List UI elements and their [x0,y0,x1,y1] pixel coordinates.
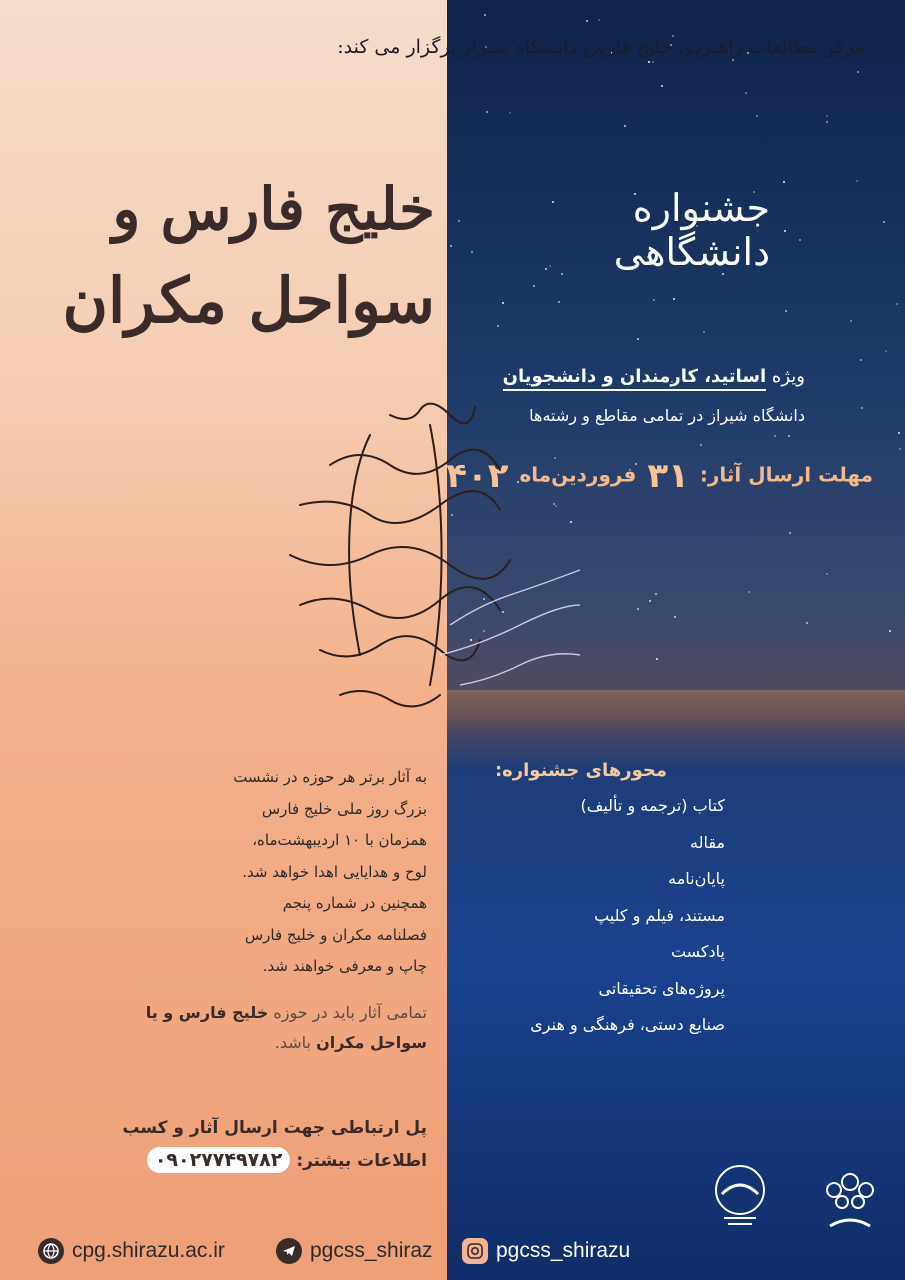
awards-line: به آثار برتر هر حوزه در نشست [233,768,427,786]
star [785,310,787,312]
star [673,298,675,300]
note-pre: تمامی آثار باید در حوزه [273,1003,427,1022]
footer [0,1232,905,1272]
awards-text [97,762,427,983]
contact-line-1: پل ارتباطی جهت ارسال آثار و کسب [122,1118,427,1138]
star [703,331,705,333]
website-link[interactable] [38,1238,225,1264]
note-bold-2: سواحل مکران [316,1033,427,1052]
star [649,600,651,602]
star [656,658,658,660]
star [856,180,858,182]
star [450,245,452,247]
star [661,85,663,87]
star [484,14,486,16]
deadline-day: ۳۱ [647,456,689,496]
star [826,573,828,575]
star [745,92,747,94]
audience-sub: دانشگاه شیراز در تمامی مقاطع و رشته‌ها [529,406,805,425]
star [458,220,460,222]
star [826,115,828,117]
star [857,71,859,73]
deadline-year: ۱۴۰۲ [425,456,509,496]
star [896,303,898,305]
star [486,111,488,113]
title-line-1: خلیج فارس و [112,175,435,243]
list-item: مستند، فیلم و کلیپ [594,905,725,925]
audience-line [503,366,805,387]
star [799,239,801,241]
star [826,121,828,123]
star [788,435,790,437]
star [860,359,862,361]
awards-line: لوح و هدایایی اهدا خواهد شد. [242,862,427,881]
audience-prefix: ویژه [771,366,805,387]
star [509,112,511,114]
star [497,325,499,327]
awards-line: بزرگ روز ملی خلیج فارس [261,799,427,818]
star [850,320,852,322]
instagram-text: pgcss_shirazu [496,1239,631,1262]
star [806,622,808,624]
website-text: cpg.shirazu.ac.ir [72,1239,225,1262]
star [637,608,639,610]
calligraphy-ornament [270,395,590,725]
star [732,59,734,61]
star [558,301,560,303]
star [637,338,639,340]
star [774,435,776,437]
telegram-link[interactable] [276,1238,433,1264]
festival-label: جشنواره دانشگاهی [613,186,770,274]
list-item: مقاله [690,832,725,852]
awards-line: همزمان با ۱۰ اردیبهشت‌ماه، [252,831,427,849]
organizer-line: مرکز مطالعات راهبردی خلیج فارس دانشگاه شیراز برگزار می کند: [337,36,865,58]
star [533,285,535,287]
awards-line: فصلنامه مکران و خلیج فارس [244,925,427,944]
audience-bold: اساتید، کارمندان و دانشجویان [503,366,767,391]
star [789,532,791,534]
list-item: کتاب (ترجمه و تألیف) [580,796,725,815]
star [885,350,887,352]
phone-number[interactable]: ۰۹۰۲۷۷۴۹۷۸۲ [147,1147,291,1173]
star [889,630,891,632]
star [700,444,702,446]
center-logo-icon [716,1166,764,1224]
deadline-month: فروردین‌ماه [519,462,637,487]
list-item: صنایع دستی، فرهنگی و هنری [530,1015,725,1034]
awards-line: چاپ و معرفی خواهند شد. [262,957,427,975]
instagram-link[interactable] [462,1238,630,1264]
star [652,61,654,63]
note-bold-1: خلیج فارس و یا [145,1003,269,1022]
list-item: پایان‌نامه [668,869,725,888]
star [586,20,588,22]
star [624,125,626,127]
globe-icon [38,1238,64,1264]
telegram-icon [276,1238,302,1264]
note-post: باشد. [274,1033,311,1052]
star [502,302,504,304]
star [674,616,676,618]
star [748,591,750,593]
star [784,230,786,232]
deadline-label: مهلت ارسال آثار: [699,462,873,487]
star [598,19,600,21]
contact-block [27,1112,427,1178]
axes-title: محورهای جشنواره: [494,760,667,781]
star [861,407,863,409]
list-item: پادکست [670,942,725,961]
awards-line: همچنین در شماره پنجم [282,894,427,912]
star [653,299,655,301]
star [756,115,758,117]
star [899,448,901,450]
contact-line-2: اطلاعات بیشتر: [296,1151,427,1171]
scope-note [47,998,427,1058]
star [655,593,657,595]
instagram-icon [462,1238,488,1264]
university-logo-icon [827,1174,873,1226]
title-line-2: سواحل مکران [62,264,435,337]
star [648,61,650,63]
telegram-text: pgcss_shiraz [310,1239,433,1262]
axes-list [530,796,725,1052]
star [783,181,785,183]
list-item: پروژه‌های تحقیقاتی [598,978,725,998]
star [883,221,885,223]
star [898,432,900,434]
